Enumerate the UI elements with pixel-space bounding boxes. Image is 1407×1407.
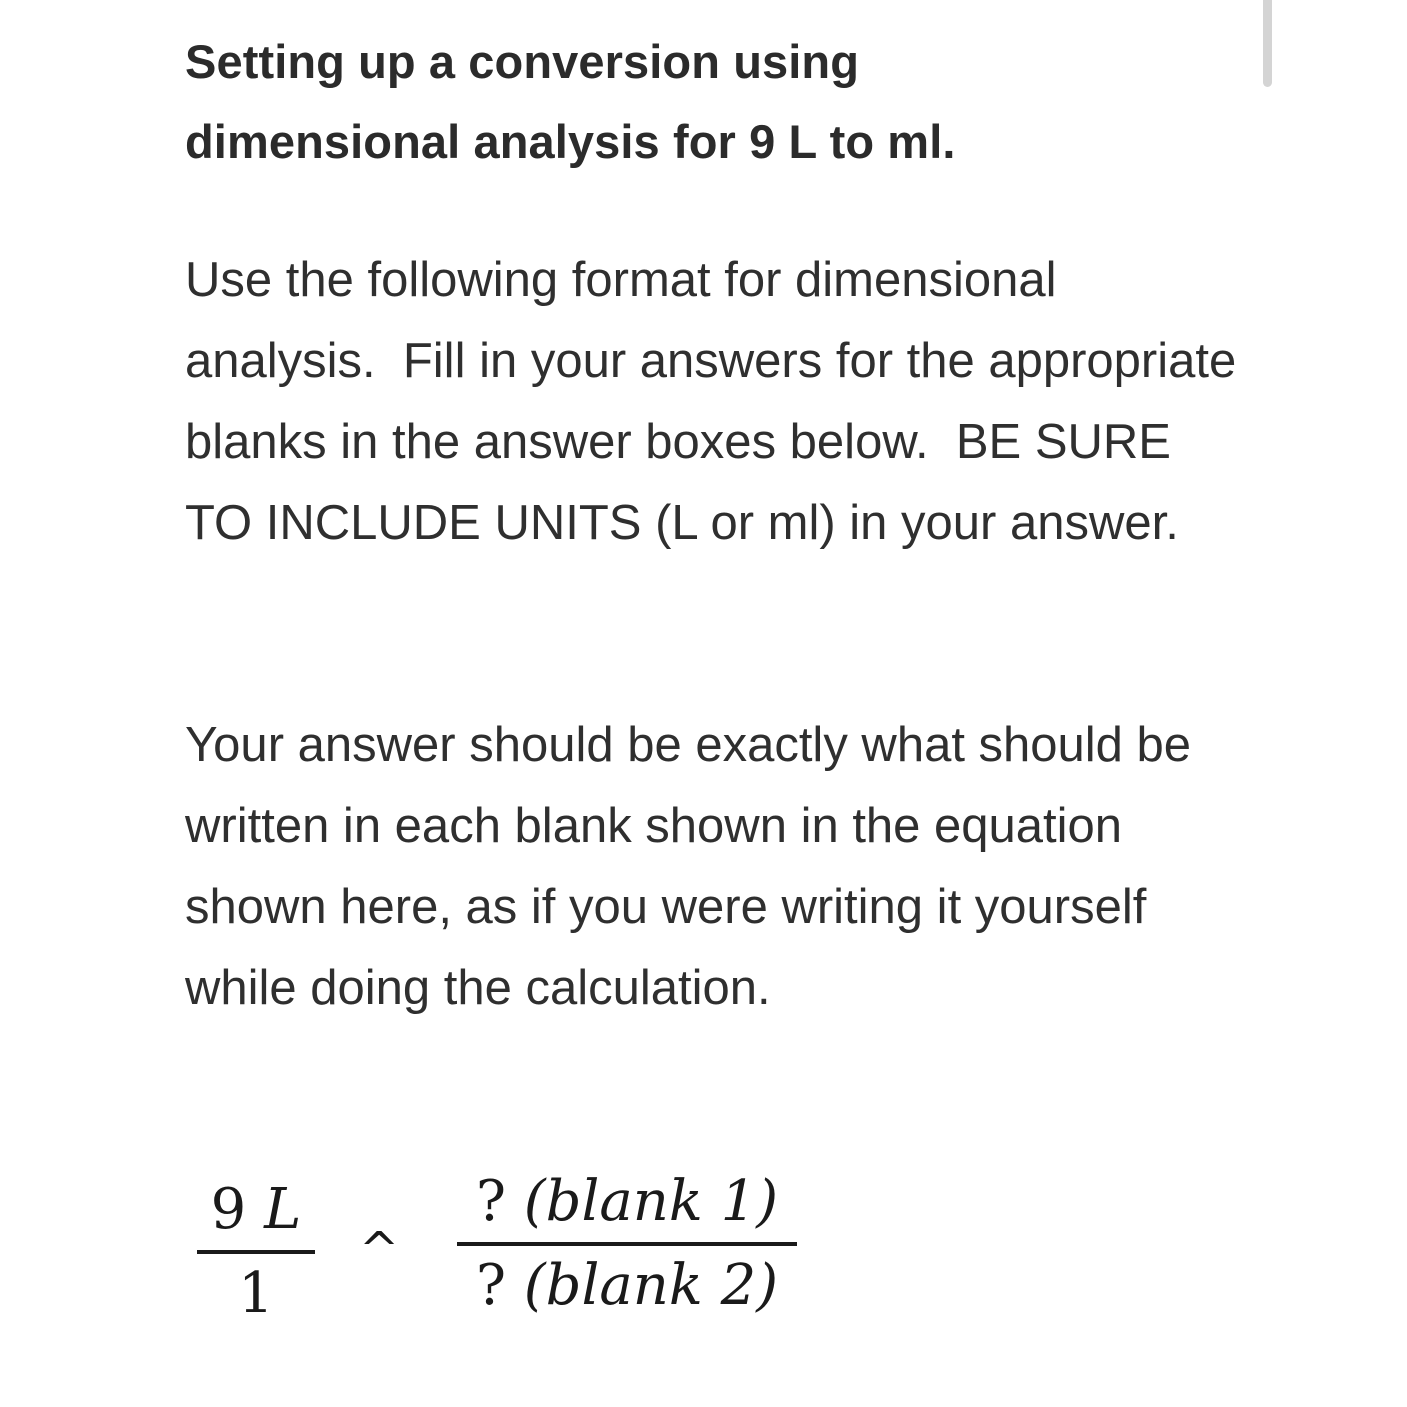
conversion-numerator <box>476 1162 778 1242</box>
given-value: 9 <box>210 1177 247 1242</box>
conversion-factor-fraction <box>457 1162 797 1326</box>
given-unit: L <box>264 1177 302 1242</box>
answer-guidance-paragraph: Your answer should be exactly what should be written in each blank shown in the equation shown here, as if you were writing it yourself while doing the calculation. <box>185 718 1205 1015</box>
blank-2-label: (blank 2) <box>523 1253 779 1318</box>
title-line-1: Setting up a conversion using <box>185 35 860 88</box>
blank-2-mark: ? <box>475 1253 506 1318</box>
scrollbar[interactable] <box>1263 0 1272 87</box>
blank-1-mark: ? <box>475 1169 506 1234</box>
given-fraction <box>197 1170 315 1334</box>
question-title <box>185 22 1245 182</box>
question-content <box>185 22 1250 1015</box>
dimensional-analysis-equation <box>185 1162 825 1332</box>
blank-1-label: (blank 1) <box>523 1169 779 1234</box>
conversion-denominator <box>476 1246 778 1326</box>
operator-symbol: ^ <box>359 1222 400 1278</box>
given-numerator <box>211 1170 302 1250</box>
given-denominator: 1 <box>238 1261 274 1326</box>
instructions-paragraph: Use the following format for dimensional analysis. Fill in your answers for the appropriate blanks in the answer boxes below. BE SURE TO INCLUDE UNITS (L or ml) in your answer. <box>185 253 1250 550</box>
title-line-2: dimensional analysis for 9 L to ml. <box>185 115 956 168</box>
